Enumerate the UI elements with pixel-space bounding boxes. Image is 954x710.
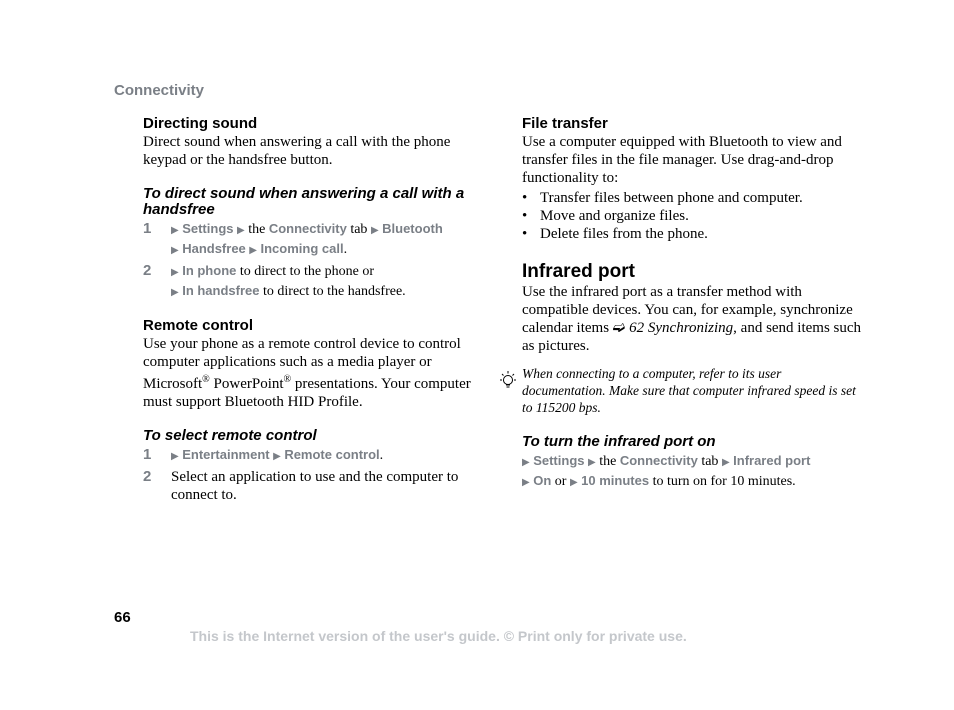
menu-settings: Settings xyxy=(182,221,234,236)
footer-notice: This is the Internet version of the user's guide. © Print only for private use. xyxy=(190,628,687,644)
list-item xyxy=(522,207,862,225)
page-number: 66 xyxy=(114,609,131,626)
step-number: 2 xyxy=(143,262,152,279)
infrared-port-heading: Infrared port xyxy=(522,261,635,282)
menu-10-minutes: 10 minutes xyxy=(581,473,650,488)
step-number: 2 xyxy=(143,468,152,485)
menu-incoming-call: Incoming call xyxy=(260,241,344,256)
procedure-step-2 xyxy=(143,468,473,504)
step-text: tab xyxy=(701,454,719,469)
step-text: to direct to the handsfree. xyxy=(263,284,406,299)
list-item xyxy=(522,189,862,207)
menu-connectivity: Connectivity xyxy=(268,221,347,236)
turn-on-infrared-steps xyxy=(522,452,862,492)
step-number: 1 xyxy=(143,220,152,237)
right-triangle-icon: ▶ xyxy=(171,287,179,298)
directing-sound-heading: Directing sound xyxy=(143,115,258,132)
tip-text: When connecting to a computer, refer to its user documentation. Make sure that computer infrared speed is set to 115200 bps. xyxy=(522,366,856,415)
lightbulb-icon xyxy=(497,370,519,392)
body-text: Use the infrared port as a transfer method with compatible devices. You can, for example, synchronize calendar items xyxy=(522,284,853,336)
right-triangle-icon: ▶ xyxy=(171,451,179,462)
menu-connectivity: Connectivity xyxy=(619,453,698,468)
step-text: the xyxy=(248,222,266,237)
menu-infrared-port: Infrared port xyxy=(733,453,811,468)
remote-control-heading: Remote control xyxy=(143,317,254,334)
bullet-icon: • xyxy=(522,190,528,206)
menu-in-handsfree: In handsfree xyxy=(182,283,260,298)
step-text: Select an application to use and the computer to connect to. xyxy=(171,469,459,503)
right-triangle-icon: ▶ xyxy=(588,457,596,468)
step-text: to turn on for 10 minutes. xyxy=(652,474,796,489)
select-remote-procedure-heading: To select remote control xyxy=(143,427,317,444)
right-triangle-icon: ▶ xyxy=(721,457,730,468)
turn-on-infrared-procedure-heading: To turn the infrared port on xyxy=(522,433,716,450)
procedure-step-1 xyxy=(143,446,473,466)
right-arrow-icon: ➫ xyxy=(612,320,626,336)
right-triangle-icon: ▶ xyxy=(237,225,245,236)
body-text: presentations. Your computer must support Bluetooth HID Profile. xyxy=(143,376,471,410)
bullet-icon: • xyxy=(522,208,528,224)
right-triangle-icon: ▶ xyxy=(370,225,379,236)
direct-sound-procedure-heading: To direct sound when answering a call with a handsfree xyxy=(143,185,465,218)
directing-sound-body: Direct sound when answering a call with the phone keypad or the handsfree button. xyxy=(143,134,451,168)
remote-control-body xyxy=(143,335,473,411)
bullet-icon: • xyxy=(522,226,528,242)
menu-settings: Settings xyxy=(533,453,585,468)
list-item xyxy=(522,225,862,243)
right-triangle-icon: ▶ xyxy=(273,451,281,462)
section-header: Connectivity xyxy=(114,82,205,99)
right-triangle-icon: ▶ xyxy=(249,245,257,256)
menu-on: On xyxy=(533,473,552,488)
step-text: tab xyxy=(350,222,368,237)
right-column xyxy=(522,115,862,492)
list-item-text: Move and organize files. xyxy=(540,208,689,224)
body-text: Use your phone as a remote control device to control computer applications such as a media player or Microsoft xyxy=(143,336,461,392)
menu-in-phone: In phone xyxy=(182,263,237,278)
body-text: PowerPoint xyxy=(209,376,284,392)
menu-handsfree: Handsfree xyxy=(182,241,246,256)
right-triangle-icon: ▶ xyxy=(171,225,179,236)
menu-remote-control: Remote control xyxy=(284,447,380,462)
step-text: . xyxy=(379,448,384,463)
body-text: , and send items such as pictures. xyxy=(522,320,862,354)
step-text: to direct to the phone or xyxy=(239,264,375,279)
step-text: . xyxy=(343,242,348,257)
menu-bluetooth: Bluetooth xyxy=(382,221,443,236)
file-transfer-body: Use a computer equipped with Bluetooth to view and transfer files in the file manager. Use drag-and-drop functionality to: xyxy=(522,134,842,186)
right-triangle-icon: ▶ xyxy=(171,245,179,256)
file-transfer-heading: File transfer xyxy=(522,115,608,132)
procedure-step-2 xyxy=(143,262,473,302)
right-triangle-icon: ▶ xyxy=(171,267,179,278)
registered-mark: ® xyxy=(202,374,210,385)
step-number: 1 xyxy=(143,446,152,463)
procedure-step-1 xyxy=(143,220,473,260)
right-triangle-icon: ▶ xyxy=(522,477,530,488)
menu-entertainment: Entertainment xyxy=(182,447,270,462)
cross-reference-link[interactable]: 62 Synchronizing xyxy=(629,320,734,336)
right-triangle-icon: ▶ xyxy=(522,457,530,468)
left-column xyxy=(143,115,473,504)
file-transfer-list xyxy=(522,189,862,243)
registered-mark: ® xyxy=(283,374,292,385)
list-item-text: Transfer files between phone and computer. xyxy=(540,190,803,206)
list-item-text: Delete files from the phone. xyxy=(540,226,708,242)
right-triangle-icon: ▶ xyxy=(569,477,578,488)
infrared-port-body xyxy=(522,283,862,355)
step-text: or xyxy=(554,474,567,489)
step-text: the xyxy=(599,454,617,469)
